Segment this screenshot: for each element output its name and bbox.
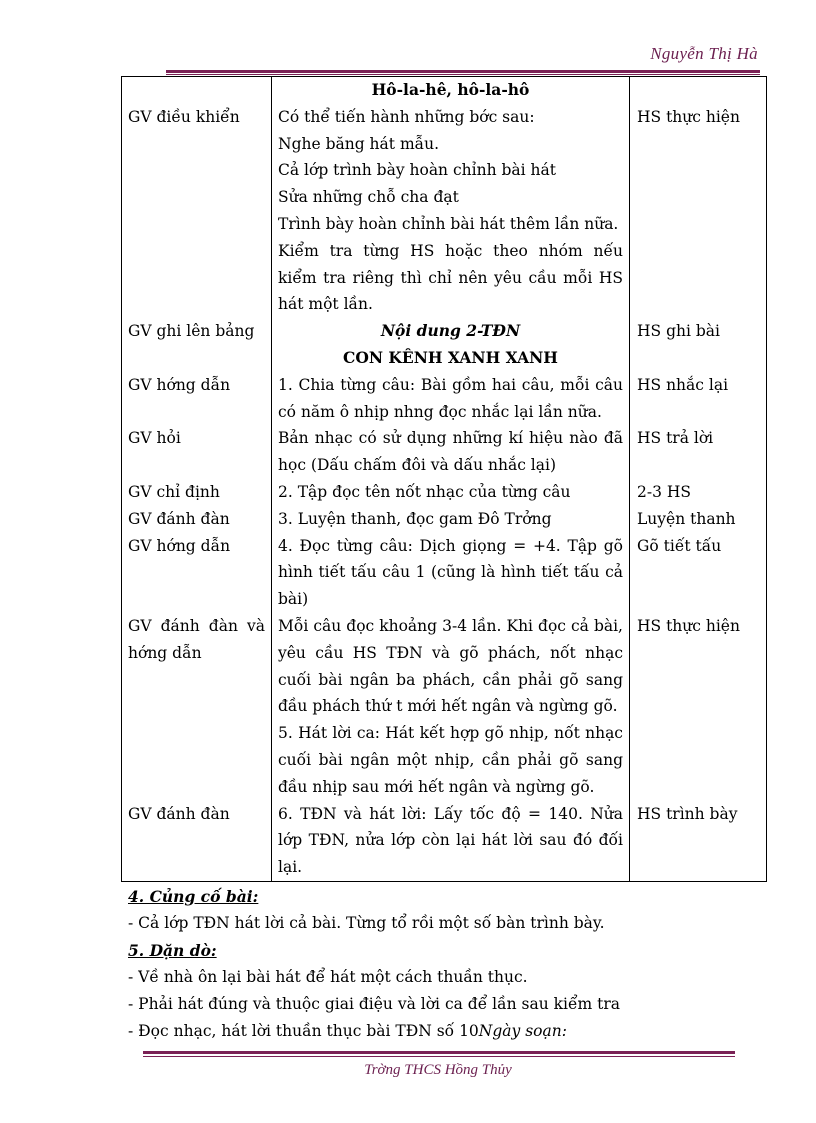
table-row [122, 533, 767, 613]
teacher-cell: GV đánh đàn [122, 801, 272, 882]
footer-rule [143, 1051, 735, 1057]
section5-line: - Về nhà ôn lại bài hát để hát một cách thuần thục. [128, 968, 528, 986]
content-cell: Bản nhạc có sử dụng những kí hiệu nào đã học (Dấu chấm đôi và dấu nhắc lại) [272, 425, 630, 479]
teacher-cell: GV hỏi [122, 425, 272, 479]
content-cell: 4. Đọc từng câu: Dịch giọng = +4. Tập gõ hình tiết tấu câu 1 (cũng là hình tiết tấu cả bài) [272, 533, 630, 613]
table-row [122, 77, 767, 104]
content-line: Kiểm tra từng HS hoặc theo nhóm nếu kiểm tra riêng thì chỉ nên yêu cầu mỗi HS hát một lần. [278, 241, 623, 314]
teacher-cell: GV ghi lên bảng [122, 318, 272, 345]
section-title: Nội dung 2-TĐN [272, 318, 630, 345]
after-table-content [128, 883, 728, 1045]
next-date-label: Ngày soạn: [478, 1022, 567, 1040]
teacher-cell: GV hớng dẫn [122, 372, 272, 426]
lesson-table [121, 76, 767, 882]
teacher-cell: GV đánh đàn và hớng dẫn [122, 613, 272, 801]
content-line: Mỗi câu đọc khoảng 3-4 lần. Khi đọc cả bài, yêu cầu HS TĐN và gõ phách, nốt nhạc cuối bài ngân ba phách, cần phải gõ sang đầu phách thứ t mới hết ngân và ngừng gõ. [278, 616, 623, 716]
section4-heading: 4. Củng cố bài: [128, 887, 259, 906]
section5-line-text: - Đọc nhạc, hát lời thuần thục bài TĐN số 10 [128, 1022, 479, 1040]
content-line: Trình bày hoàn chỉnh bài hát thêm lần nữa. [278, 214, 619, 233]
content-line: Có thể tiến hành những bớc sau: [278, 107, 535, 126]
content-cell: 1. Chia từng câu: Bài gồm hai câu, mỗi câu có năm ô nhịp nhng đọc nhắc lại lần nữa. [272, 372, 630, 426]
header-author: Nguyễn Thị Hà [650, 44, 758, 63]
teacher-cell: GV chỉ định [122, 479, 272, 506]
song-title: Hô-la-hê, hô-la-hô [272, 77, 630, 104]
content-line: 5. Hát lời ca: Hát kết hợp gõ nhịp, nốt nhạc cuối bài ngân một nhịp, cần phải gõ sang đầu nhịp sau mới hết ngân và ngừng gõ. [278, 724, 623, 796]
table-row [122, 372, 767, 426]
table-row [122, 479, 767, 506]
content-cell: 6. TĐN và hát lời: Lấy tốc độ = 140. Nửa lớp TĐN, nửa lớp còn lại hát lời sau đó đối lại. [272, 801, 630, 882]
student-cell: HS ghi bài [630, 318, 767, 345]
table-row [122, 104, 767, 318]
table-row [122, 506, 767, 533]
content-cell [272, 104, 630, 318]
student-cell: HS thực hiện [630, 613, 767, 801]
teacher-cell: GV đánh đàn [122, 506, 272, 533]
student-cell: HS thực hiện [630, 104, 767, 318]
table-row [122, 613, 767, 801]
teacher-cell: GV hớng dẫn [122, 533, 272, 613]
content-cell: 3. Luyện thanh, đọc gam Đô Trởng [272, 506, 630, 533]
content-cell [272, 613, 630, 801]
section4-line: - Cả lớp TĐN hát lời cả bài. Từng tổ rồi một số bàn trình bày. [128, 914, 605, 932]
student-cell: HS trả lời [630, 425, 767, 479]
section5-line [128, 1018, 728, 1045]
section5-heading: 5. Dặn dò: [128, 941, 217, 960]
student-cell: HS trình bày [630, 801, 767, 882]
song2-title: CON KÊNH XANH XANH [272, 345, 630, 372]
content-line: Sửa những chỗ cha đạt [278, 188, 459, 207]
content-cell: 2. Tập đọc tên nốt nhạc của từng câu [272, 479, 630, 506]
student-cell: 2-3 HS [630, 479, 767, 506]
content-line: Nghe băng hát mẫu. [278, 134, 440, 153]
content-line: Cả lớp trình bày hoàn chỉnh bài hát [278, 161, 556, 180]
student-cell: Luyện thanh [630, 506, 767, 533]
table-row [122, 801, 767, 882]
teacher-cell: GV điều khiển [122, 104, 272, 318]
student-cell: HS nhắc lại [630, 372, 767, 426]
footer-school: Trờng THCS Hồng Thủy [364, 1062, 512, 1078]
table-row [122, 425, 767, 479]
section5-line: - Phải hát đúng và thuộc giai điệu và lời ca để lần sau kiểm tra [128, 995, 621, 1013]
table-row [122, 318, 767, 345]
student-cell: Gõ tiết tấu [630, 533, 767, 613]
header-rule [166, 70, 760, 75]
table-row [122, 345, 767, 372]
